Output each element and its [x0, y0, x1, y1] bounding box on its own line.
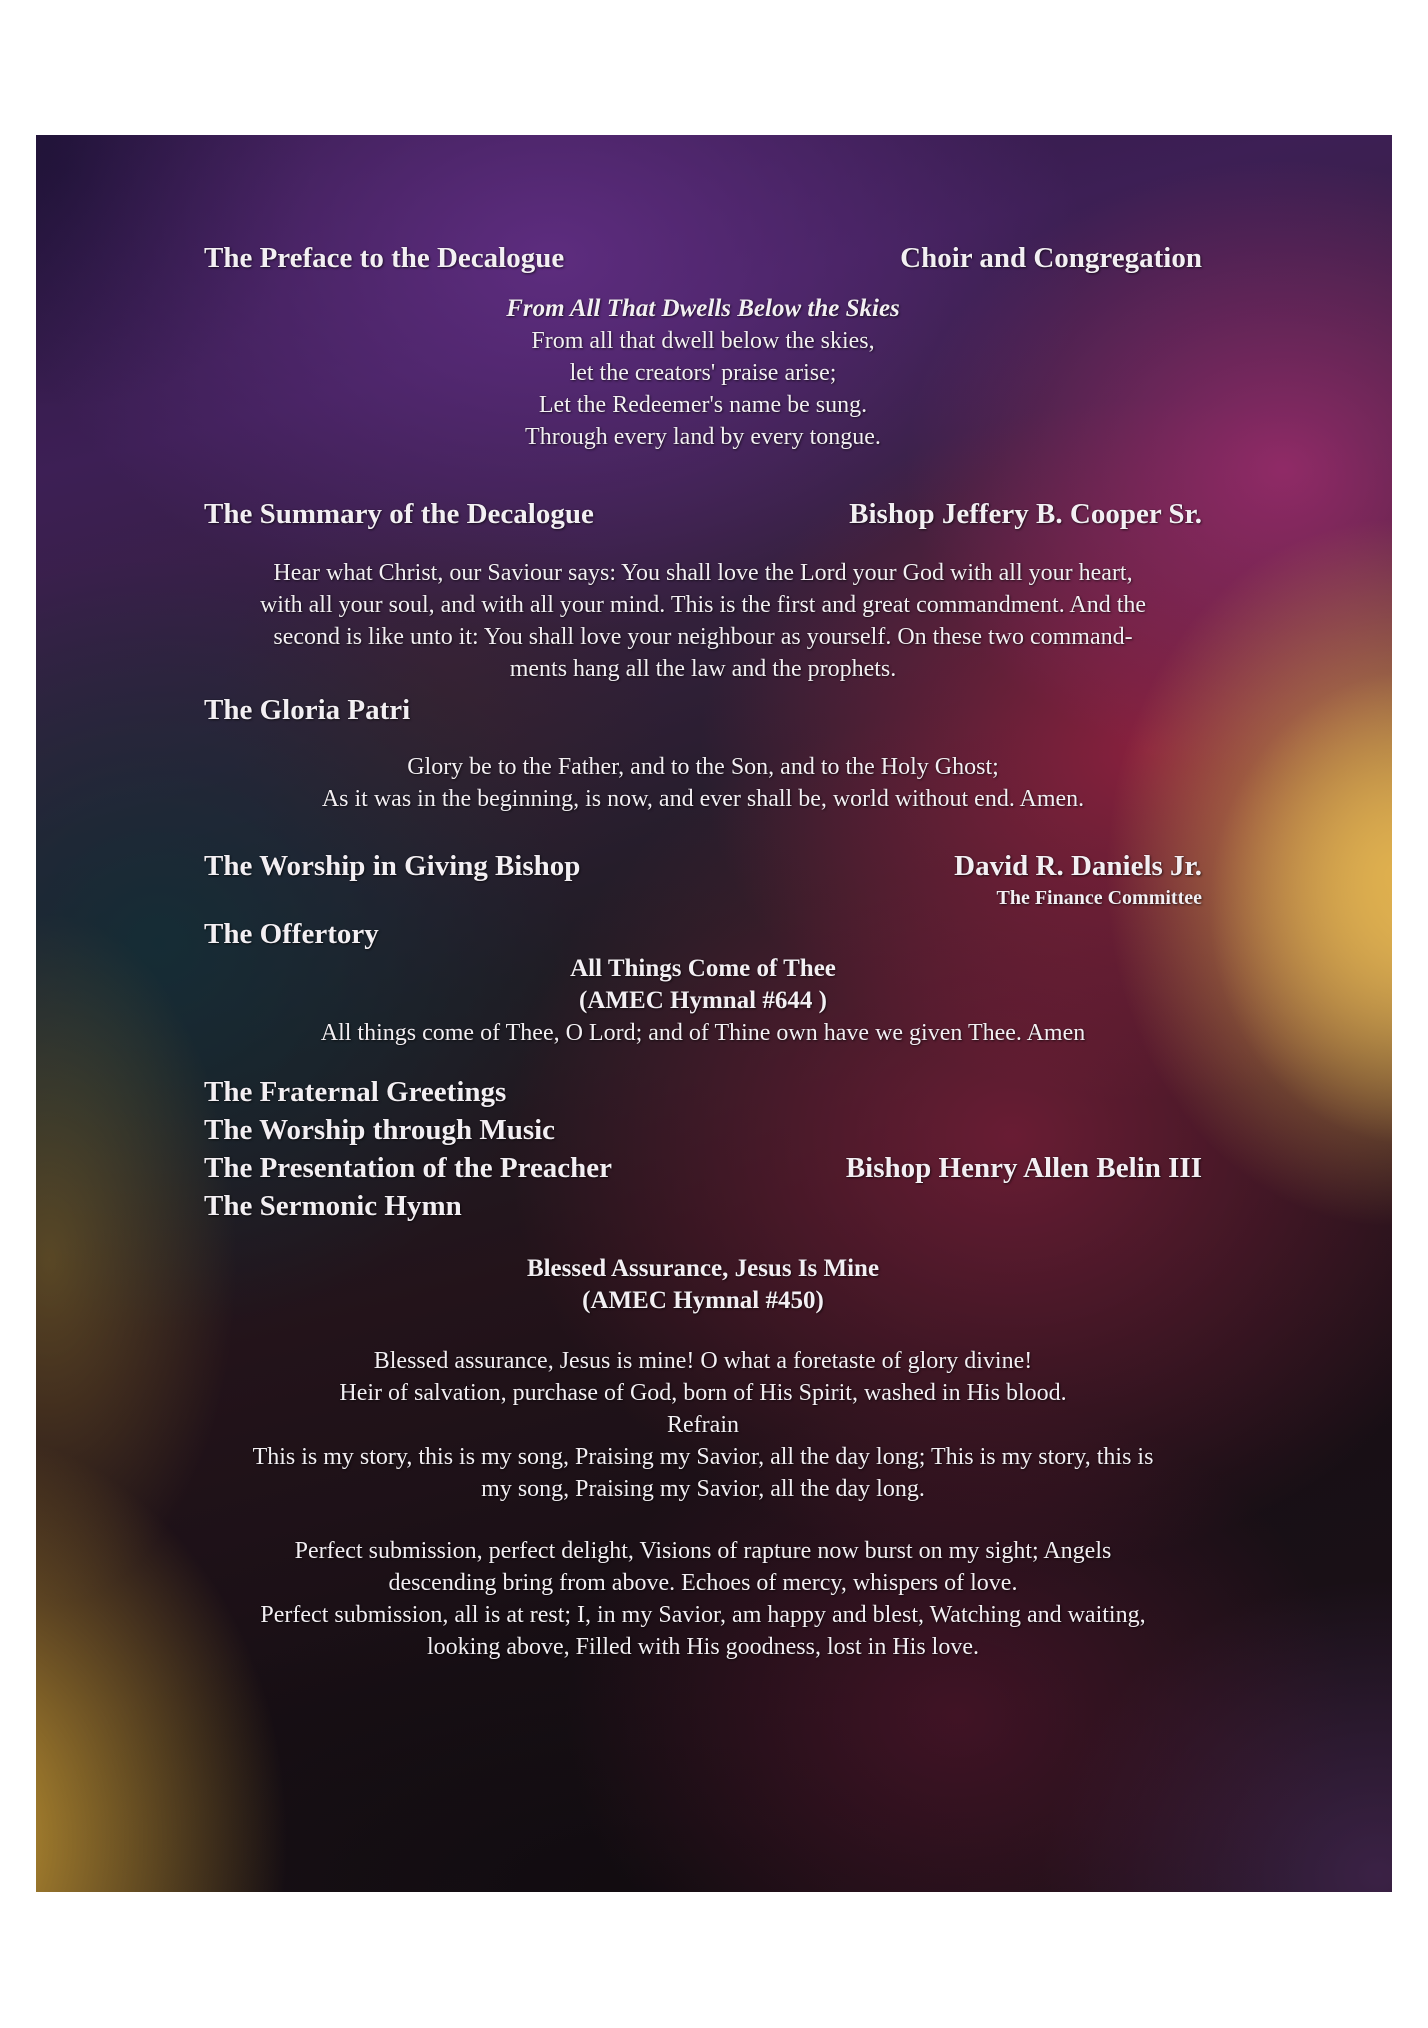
sermonic-hymn-ref: (AMEC Hymnal #450)	[582, 1287, 824, 1314]
summary-heading: The Summary of the Decalogue	[204, 498, 594, 530]
program-panel	[36, 135, 1392, 1892]
verse2-line-1: Perfect submission, perfect delight, Visions of rapture now burst on my sight; Angels	[294, 1538, 1112, 1564]
summary-text-line-2: with all your soul, and with all your mind. This is the first and great commandment. And the	[259, 592, 1147, 618]
sermonic-verse-2	[204, 1535, 1202, 1663]
gloria-text	[204, 751, 1202, 815]
preface-heading: The Preface to the Decalogue	[204, 242, 565, 274]
giving-heading-label: The Worship in Giving	[204, 850, 488, 882]
music-heading: The Worship through Music	[204, 1114, 556, 1146]
giving-assignee-block	[954, 847, 1202, 911]
finance-committee-label: The Finance Committee	[996, 887, 1202, 909]
verse2-line-2: descending bring from above. Echoes of mercy, whispers of love.	[388, 1570, 1018, 1596]
summary-text-line-4: ments hang all the law and the prophets.	[509, 656, 897, 682]
refrain-line-2: my song, Praising my Savior, all the day long.	[481, 1476, 925, 1502]
preface-row	[204, 239, 1202, 277]
refrain-line-1: This is my story, this is my song, Praising my Savior, all the day long; This is my story, this is	[252, 1444, 1154, 1470]
fraternal-heading: The Fraternal Greetings	[204, 1076, 507, 1108]
opening-hymn-line-4: Through every land by every tongue.	[525, 424, 881, 450]
giving-heading-suffix: Bishop	[494, 850, 581, 882]
program-content	[204, 135, 1202, 1663]
summary-text-line-3: second is like unto it: You shall love your neighbour as yourself. On these two command-	[273, 624, 1133, 650]
offertory-line: All things come of Thee, O Lord; and of Thine own have we given Thee. Amen	[320, 1020, 1086, 1046]
giving-row	[204, 847, 1202, 911]
summary-text-line-1: Hear what Christ, our Saviour says: You shall love the Lord your God with all your heart,	[273, 560, 1133, 586]
verse1-line-1: Blessed assurance, Jesus is mine! O what a foretaste of glory divine!	[373, 1348, 1033, 1374]
opening-hymn-line-1: From all that dwell below the skies,	[531, 328, 875, 354]
presentation-heading: The Presentation of the Preacher	[204, 1152, 613, 1184]
offertory-heading: The Offertory	[204, 918, 379, 950]
verse2-line-4: looking above, Filled with His goodness, lost in His love.	[427, 1634, 979, 1660]
verse1-line-2: Heir of salvation, purchase of God, born of His Spirit, washed in His blood.	[339, 1380, 1067, 1406]
gloria-line-1: Glory be to the Father, and to the Son, and to the Holy Ghost;	[407, 754, 999, 780]
gloria-line-2: As it was in the beginning, is now, and ever shall be, world without end. Amen.	[321, 786, 1085, 812]
summary-assignee: Bishop Jeffery B. Cooper Sr.	[849, 498, 1202, 530]
opening-hymn-title: From All That Dwells Below the Skies	[506, 295, 900, 322]
giving-assignee: David R. Daniels Jr.	[954, 850, 1202, 882]
preface-assignee: Choir and Congregation	[900, 242, 1202, 274]
sermonic-verse-1	[204, 1345, 1202, 1505]
sermonic-hymn-title: Blessed Assurance, Jesus Is Mine	[526, 1255, 880, 1282]
opening-hymn-line-2: let the creators' praise arise;	[569, 360, 837, 386]
gloria-heading: The Gloria Patri	[204, 694, 411, 726]
verse2-line-3: Perfect submission, all is at rest; I, in my Savior, am happy and blest, Watching and waiting,	[260, 1602, 1146, 1628]
summary-text	[204, 557, 1202, 685]
giving-heading	[204, 847, 580, 885]
refrain-label: Refrain	[667, 1412, 739, 1438]
presentation-row	[204, 1149, 1202, 1187]
summary-row	[204, 495, 1202, 533]
sermonic-heading: The Sermonic Hymn	[204, 1190, 462, 1222]
presentation-assignee: Bishop Henry Allen Belin III	[845, 1152, 1202, 1184]
opening-hymn-line-3: Let the Redeemer's name be sung.	[538, 392, 868, 418]
offertory-hymn-ref: (AMEC Hymnal #644 )	[579, 987, 827, 1014]
offertory-hymn-title: All Things Come of Thee	[570, 955, 836, 982]
